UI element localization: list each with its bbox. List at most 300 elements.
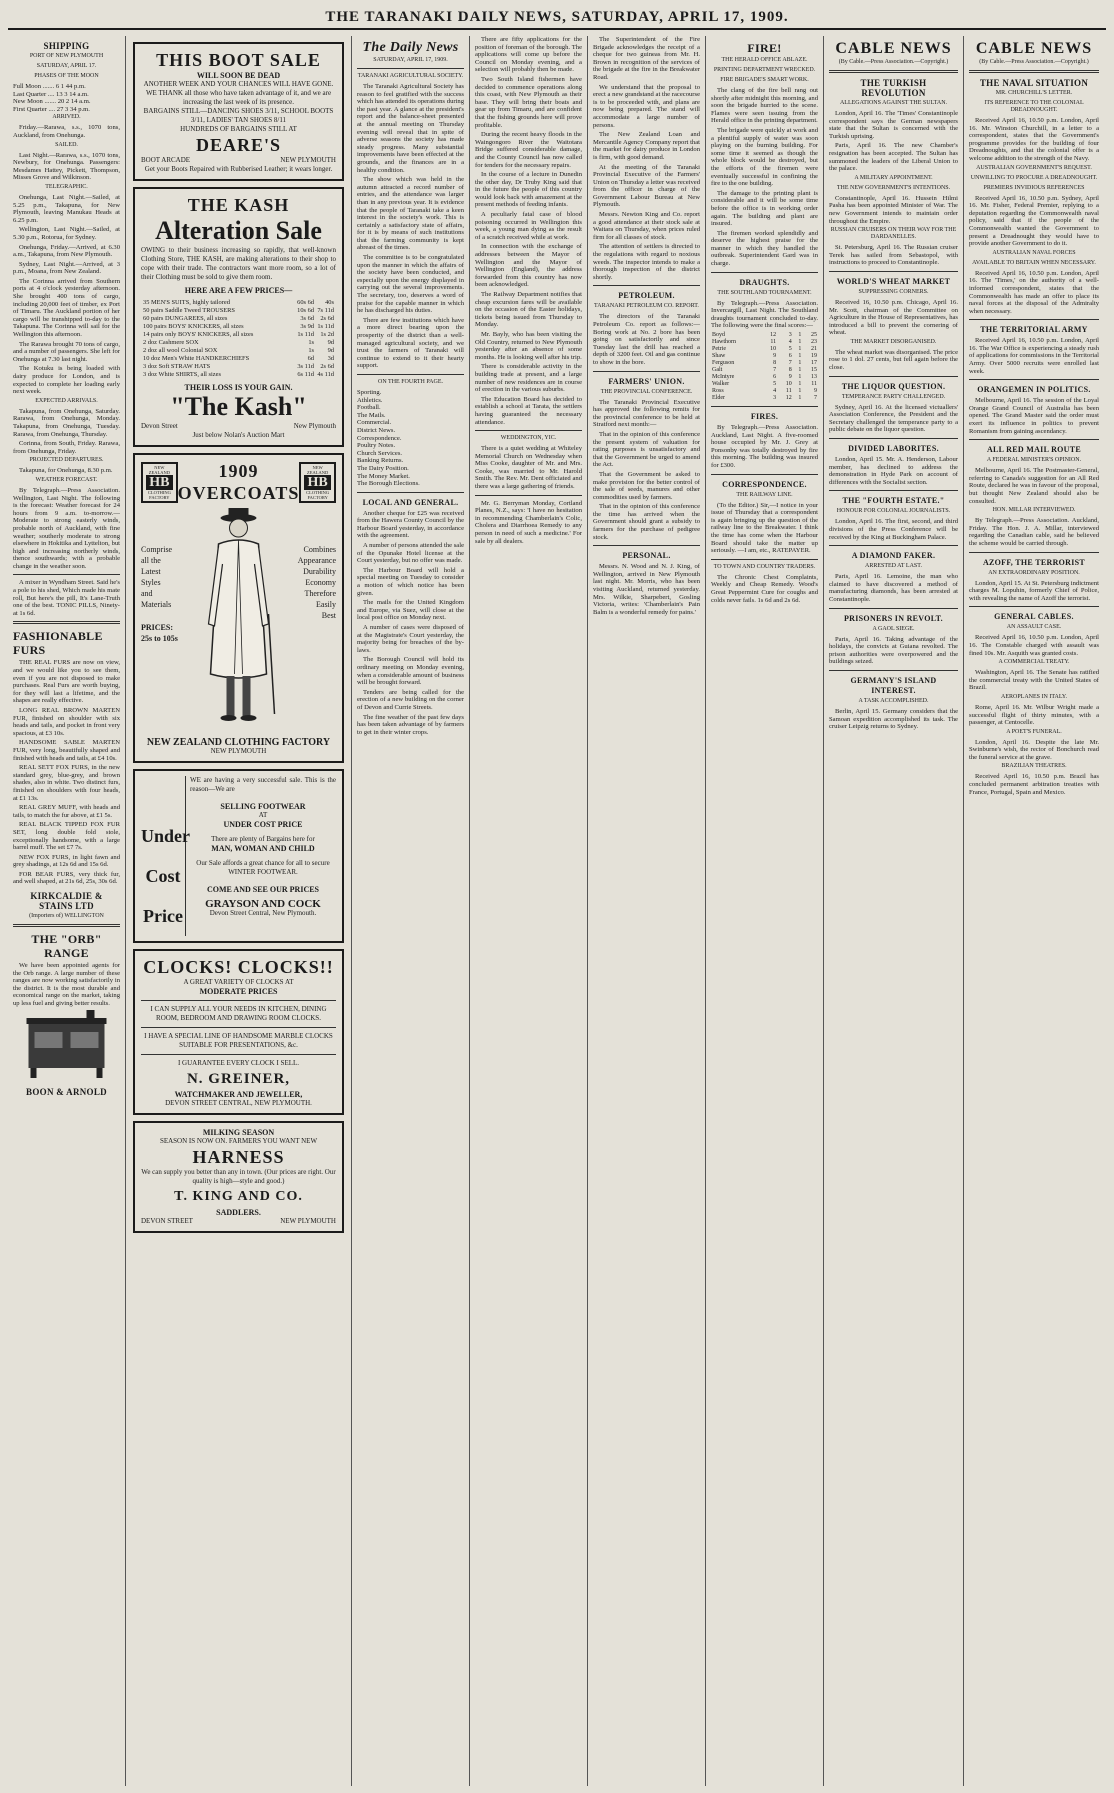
germany-text: Berlin, April 15. Germany considers that the Samoan expedition accomplished its task. The cruiser Leipzig returns to Sydney. — [829, 707, 958, 731]
under-cost-advert — [133, 769, 344, 943]
general-cables-heading: GENERAL CABLES. — [994, 612, 1074, 622]
farmers-subheading: THE PROVINCIAL CONFERENCE. — [600, 388, 693, 395]
fire-subheading: THE HERALD OFFICE ABLAZE. — [721, 57, 808, 63]
kash-addr-sub: Just below Nolan's Auction Mart — [192, 431, 285, 439]
interview-heading: HON. MILLAR INTERVIEWED. — [992, 507, 1076, 514]
boot-sale-address — [141, 156, 336, 165]
boot-sale-title: THIS BOOT SALE — [156, 50, 321, 70]
correspondence-text: (To the Editor.) Sir,—I notice in your issue of Thursday that a correspondent is again bringing up the question of the railway line to the Breakwater. I think the time has come when the Harbour Board should take the matter up seriously. —I am, etc., RATEPAYER. — [711, 501, 818, 555]
fourth-page-item: The Mails. — [357, 411, 386, 419]
divider — [475, 430, 582, 431]
divider — [829, 545, 958, 546]
local-para: A peculiarly fatal case of blood poisoning occurred in Wellington this week, a young man dying as the result of a scratch received while at work. — [475, 211, 582, 241]
divider — [711, 272, 818, 273]
germany-subheading: A TASK ACCOMPLISHED. — [858, 697, 929, 704]
divider — [357, 68, 464, 69]
divider — [829, 490, 958, 491]
shipping-subheading: PORT OF NEW PLYMOUTH — [29, 53, 104, 59]
farmers-para: The Taranaki Provincial Executive has approved the following remits for the provincial conference to be held at Stratford next month:— — [593, 398, 700, 429]
price-row: 14 pairs only BOYS' KNICKERS, all sizes 1s 11d 1s 2d — [143, 331, 334, 338]
milking-trade: SADDLERS. — [216, 1208, 261, 1217]
farmers-para: That in the opinion of this conference the present system of valuation for rating purposes is unsatisfactory and that the Government be urged to amend the Act. — [593, 430, 700, 469]
naval-subheading: MR. CHURCHILL'S LETTER. — [995, 90, 1073, 96]
table-row: Boyd 12 3 1 25 — [712, 332, 817, 339]
fourth-estate-text: London, April 16. The first, second, and third divisions of the Press Conference will be received by the King at Buckingham Palace. — [829, 518, 958, 541]
overcoats-title: OVERCOATS — [177, 483, 300, 503]
overcoats-year: 1909 — [218, 461, 259, 481]
overcoats-left-text: Comprise all the Latest Styles and Materials PRICES: 25s to 105s — [141, 545, 178, 643]
price-row: 3 doz Soft STRAW HATS 3s 11d 2s 6d — [143, 363, 334, 370]
divider — [829, 608, 958, 609]
fires-text: By Telegraph.—Press Association. Auckland, Last Night. A five-roomed house occupied by Mr. J. Grey at Ponsonby was totally destroyed by fire this morning. The building was insured for £300. — [711, 424, 818, 469]
treaty-text: Washington, April 16. The Senate has ratified the commercial treaty with the United States of Brazil. — [969, 669, 1099, 692]
divider — [13, 924, 120, 927]
divided-text: London, April 15. Mr. A. Henderson, Labour member, has declined to address the demonstration in Hyde Park on account of differences with the Socialist section. — [829, 456, 958, 486]
column-cable-news-2 — [964, 36, 1104, 1786]
divider — [13, 621, 120, 624]
fire-para: The damage to the printing plant is considerable and it will be some time before the office is in working order again. The building and plant are insured. — [711, 189, 818, 228]
table-row: Ross 4 11 1 9 — [712, 388, 817, 395]
divider — [829, 376, 958, 377]
local-para: Two South Island fishermen have decided to commence operations along this coast, with New Plymouth as their base. They will bring their boats and gear up from Timaru, and are confident that the fishing grounds here will prove profitable. — [475, 75, 582, 129]
farmers-para: That the Government be asked to make provision for the better control of the sale of seeds, manures and other commodities used by farmers. — [593, 470, 700, 501]
boot-sale-addr-right: NEW PLYMOUTH — [280, 156, 336, 164]
personal-heading: PERSONAL. — [622, 551, 671, 561]
orangemen-heading: ORANGEMEN IN POLITICS. — [977, 385, 1091, 395]
divider — [475, 495, 582, 496]
under-cost-text: WE are having a very successful sale. This is the reason—We are SELLING FOOTWEAR AT UNDER COST PRICE There are plenty of Bargains here for MAN, WOMAN AND CHILD Our Sale affords a great chance for all to secure WINTER FOOTWEAR. COME AND SEE OUR PRICES GRAYSON AND COCK Devon Street Central, New Plymouth. — [190, 776, 336, 917]
prisoners-heading: PRISONERS IN REVOLT. — [844, 613, 943, 623]
clocks-name: N. GREINER, — [186, 1071, 291, 1087]
cable-news-sub: (By Cable.—Press Association.—Copyright.) — [838, 59, 949, 65]
milking-address: DEVON STREET NEW PLYMOUTH — [141, 1217, 336, 1225]
telegraphic-heading: TELEGRAPHIC. — [45, 183, 88, 190]
naval-subheading: ITS REFERENCE TO THE COLONIAL DREADNOUGHT. — [984, 100, 1084, 113]
editorial-date: SATURDAY, APRIL 17, 1909. — [373, 57, 448, 63]
boot-sale-subtitle: WILL SOON BE DEAD — [196, 71, 281, 80]
aust-subheading: UNWILLING TO PROCURE A DREADNOUGHT. — [970, 174, 1098, 181]
shipping-date: SATURDAY, APRIL 17. — [36, 63, 97, 69]
general-para: The New Zealand Loan and Mercantile Agency Company report that the market for dairy produce in London is firm, with good demand. — [593, 131, 700, 161]
correspondence-subheading: THE RAILWAY LINE. — [736, 491, 793, 498]
divider — [593, 371, 700, 372]
draughts-intro: By Telegraph.—Press Association. Invercargill, Last Night. The Southland draughts tournament concluded to-day. The following were the final scores:— — [711, 299, 818, 330]
moon-line: First Quarter .... 27 3 34 p.m. — [13, 105, 90, 113]
moon-line: Full Moon ....... 6 1 44 p.m. — [13, 83, 86, 90]
furs-para: NEW FOX FURS, in light fawn and grey shadings, at 12s 6d and 15s 6d. — [13, 853, 120, 869]
divider — [829, 438, 958, 439]
aust-text: Received April 16, 10.50 p.m. Sydney, April 16. Mr. Fisher, Federal Premier, replying to a deputation regarding the Commonwealth naval policy, said that if the people of the Commonwealth wanted the Government to present a Dreadnought they would have to provide another Government to do it. — [969, 194, 1099, 248]
furs-para: HANDSOME SABLE MARTEN FUR, very long, beautifully shaped and finished with heads and tails, at £4 10s. — [13, 739, 120, 762]
arrived-text: Friday.—Rarawa, s.s., 1070 tons, Auckland, from Onehunga. — [13, 124, 120, 139]
projected-heading: PROJECTED DEPARTURES. — [29, 457, 104, 464]
society-heading: TARANAKI AGRICULTURAL SOCIETY. — [357, 73, 464, 79]
divider — [969, 606, 1099, 607]
masthead: THE TARANAKI DAILY NEWS, SATURDAY, APRIL 17, 1909. — [8, 6, 1106, 30]
clocks-line: I GUARANTEE EVERY CLOCK I SELL. — [177, 1059, 300, 1067]
correspondence-heading: CORRESPONDENCE. — [722, 479, 807, 489]
available-heading: AUSTRALIAN NAVAL FORCES — [992, 249, 1076, 256]
fourth-page-item: Poultry Notes. — [357, 442, 396, 450]
naval-heading: THE NAVAL SITUATION — [979, 78, 1089, 88]
price-row: 100 pairs BOYS' KNICKERS, all sizes 3s 9d 1s 11d — [143, 323, 334, 330]
general-para: The attention of settlers is directed to the regulations with regard to noxious weeds. The inspector intends to make a thorough inspection of the district shortly. — [593, 243, 700, 281]
furs-para: FOR BEAR FURS, very thick fur, and well shaped, at 21s 6d, 25s, 30s 6d. — [13, 870, 120, 886]
funeral-heading: A POET'S FUNERAL. — [1006, 728, 1062, 735]
expected-heading: EXPECTED ARRIVALS. — [35, 397, 98, 404]
divider — [357, 492, 464, 493]
local-para: In the course of a lecture in Dunedin the other day, Dr Truby King said that in the future the people of this country would look back with amazement at the present methods of feeding infants. — [475, 171, 582, 209]
divider — [969, 379, 1099, 380]
fire-subheading: PRINTING DEPARTMENT WRECKED. — [713, 67, 816, 73]
russia-heading: RUSSIAN CRUISERS ON THEIR WAY FOR THE DARDANELLES. — [830, 227, 957, 241]
aust-subheading: PREMIERS INVIDIOUS REFERENCES — [983, 184, 1085, 191]
general-para: At the meeting of the Taranaki Provincial Executive of the Farmers' Union on Thursday a letter was received from the officer in charge of the Government Labour Bureau at New Plymouth. — [593, 163, 700, 209]
prisoners-subheading: A GAOL SIEGE. — [872, 625, 915, 632]
divider — [357, 374, 464, 375]
wheat-heading: WORLD'S WHEAT MARKET — [836, 276, 951, 286]
local-para: A number of persons attended the sale of the Opunake Hotel license at the Court yesterday, but no offer was made. — [357, 542, 464, 565]
available-text: Received April 16, 10.50 p.m. London, April 16. The 'Times,' on the authority of a well-informed correspondent, states that the Commonwealth has made an offer to place its naval forces at the disposal of the Admiralty when necessary. — [969, 269, 1099, 315]
local-para: Another cheque for £25 was received from the Hawera County Council by the Harbour Board yesterday, in accordance with the agreement. — [357, 509, 464, 540]
kash-name: "The Kash" — [170, 392, 307, 421]
general-para: The Superintendent of the Fire Brigade acknowledges the receipt of a cheque for two guineas from Mr. H. Brown in recognition of the services of the brigade at the fire in the Breakwater Road. — [593, 36, 700, 81]
local-para: There are fifty applications for the position of foreman of the borough. The applications will come up before the Council on Monday evening, and a selection will probably then be made. — [475, 36, 582, 74]
military-subheading: THE NEW GOVERNMENT'S INTENTIONS. — [836, 184, 951, 191]
kash-prices-heading: HERE ARE A FEW PRICES— — [184, 286, 293, 295]
red-mail-text: Melbourne, April 16. The Postmaster-General, referring to Canada's suggestion for an All Red Route, declared he was in favour of the proposal, but thought New Zealand should also be consulted. — [969, 467, 1099, 505]
fourth-page-item: The Dairy Position. — [357, 464, 409, 472]
kash-price-list — [143, 299, 334, 379]
price-row: 35 MEN'S SUITS, highly tailored 60s 6d 40s — [143, 299, 334, 306]
column-adverts — [126, 36, 352, 1786]
turkish-para: Paris, April 16. The new Chamber's resignation has been accepted. The Sultan has summoned the leaders of the Liberal Union to the palace. — [829, 142, 958, 173]
fourth-page-item: District News. — [357, 426, 396, 434]
nameplate: The Daily News — [362, 40, 459, 55]
fourth-page-item: Commercial. — [357, 419, 392, 427]
turkish-heading: THE TURKISH REVOLUTION — [860, 78, 927, 98]
telegraphic-para: Wellington, Last Night.—Sailed, at 5.30 p.m., Rotorua, for Sydney. — [13, 226, 120, 241]
sailed-heading: SAILED. — [55, 141, 78, 148]
liquor-text: Sydney, April 16. At the licensed victuallers' Association Conference, the President and the Secretary challenged the temperance party to a public debate on the liquor question. — [829, 403, 958, 434]
divider — [711, 559, 818, 560]
diamond-heading: A DIAMOND FAKER. — [851, 551, 936, 561]
boot-sale-advert — [133, 42, 344, 181]
telegraphic-para: The Rarawa brought 70 tons of cargo, and a number of passengers. She left for Onehunga at 7.30 last night. — [13, 340, 120, 363]
turkish-para: London, April 16. The 'Times' Constantinople correspondent says the German newspapers state that the Sultan is concerned with the Turkish uprising. — [829, 110, 958, 140]
local-para: The Railway Department notifies that cheap excursion fares will be available on the occasion of the Easter holidays, tickets being issued from Thursday to Monday. — [475, 291, 582, 329]
range-text: We have been appointed agents for the Orb range. A large number of these ranges are now working satisfactorily in the district. It is the most durable and economical range on the market, taking up less fuel and giving better results. — [13, 962, 120, 1008]
kirkcaldie-name: KIRKCALDIE & STAINS LTD — [30, 891, 103, 912]
clocks-line: I HAVE A SPECIAL LINE OF HANDSOME MARBLE CLOCKS SUITABLE FOR PRESENTATIONS, &c. — [144, 1032, 333, 1049]
overcoats-right-text: Combines Appearance Durability Economy Therefore Easily Best — [297, 545, 336, 620]
moon-heading: PHASES OF THE MOON — [34, 73, 99, 79]
kash-address — [141, 422, 336, 431]
kash-advert — [133, 187, 344, 447]
fire-heading: FIRE! — [747, 41, 782, 55]
general-cables-text: Received April 16, 10.50 p.m. London, April 16. The Constable charged with assault was fined 10s. Mr. Asquith was granted costs. — [969, 634, 1099, 657]
azoff-heading: AZOFF, THE TERRORIST — [982, 557, 1086, 567]
divider — [969, 70, 1099, 73]
overcoats-advert — [133, 453, 344, 763]
local-para: The Education Board has decided to establish a school at Tarata, the settlers having guaranteed the necessary attendance. — [475, 395, 582, 426]
divider — [829, 670, 958, 671]
divider — [969, 439, 1099, 440]
clocks-sub: A GREAT VARIETY OF CLOCKS AT — [183, 978, 294, 986]
general-para: Messrs. Newton King and Co. report a good attendance at their stock sale at Waitara on Thursday, when prices ruled firm for all classes of stock. — [593, 211, 700, 241]
telegraphic-para: Onehunga, Last Night.—Sailed, at 5.25 p.m., Takapuna, for New Plymouth, leaving Manukau Heads at 6.25 p.m. — [13, 193, 120, 224]
boot-sale-line: ANOTHER WEEK AND YOUR CHANCES WILL HAVE GONE. — [143, 80, 334, 88]
divider — [829, 70, 958, 73]
shipping-heading: SHIPPING — [43, 41, 90, 51]
funeral-text: London, April 16. Despite the late Mr. Swinburne's wish, the rector of Bonchurch read the funeral service at the grave. — [969, 738, 1099, 761]
territorial-heading: THE TERRITORIAL ARMY — [980, 325, 1088, 335]
under-cost-body — [141, 776, 336, 936]
fourth-estate-subheading: HONOUR FOR COLONIAL JOURNALISTS. — [836, 508, 951, 515]
local-para: A number of cases were disposed of at the Magistrate's Court yesterday, the majority being for breaches of the by-laws. — [357, 624, 464, 654]
local-para: The mails for the United Kingdom and Europe, via Suez, will close at the local post office on Monday next. — [357, 599, 464, 622]
farmers-heading: FARMERS' UNION. — [608, 376, 685, 386]
fourth-page-item: The Borough Elections. — [357, 480, 420, 488]
cable-news-heading: CABLE NEWS — [975, 40, 1093, 57]
fourth-page-item: Correspondence. — [357, 434, 402, 442]
milking-firm: T. KING AND CO. — [174, 1189, 303, 1204]
range-stove-illustration — [13, 1010, 120, 1080]
local-para: Mr. Bayly, who has been visiting the Old Country, returned to New Plymouth yesterday after an absence of some months. He is looking well after his trip. — [475, 330, 582, 361]
boot-sale-addr-left: BOOT ARCADE — [141, 156, 191, 164]
column-cable-news — [824, 36, 964, 1786]
traders-heading: TO TOWN AND COUNTRY TRADERS. — [713, 563, 816, 570]
traders-text: The Chronic Chest Complaints, Weekly and Cheap Remedy. Wood's Great Peppermint Cure for coughs and colds never fails. 1s 6d and 2s 6d. — [711, 573, 818, 604]
local-para: The Harbour Board will hold a special meeting on Tuesday to consider a motion of which notice has been given. — [357, 566, 464, 597]
furs-para: LONG REAL BROWN MARTEN FUR, finished on shoulder with six heads and tails, and pocket in front very spacious, at £3 10s. — [13, 707, 120, 737]
kash-title-sale: Alteration Sale — [155, 216, 322, 245]
fourth-page-item: Football. — [357, 404, 381, 412]
furs-para: REAL SETT FOX FURS, in the new standard grey, blue-grey, and brown shades, also in white. Two distinct furs, finished on shoulders with four heads, at £1 13s. — [13, 764, 120, 802]
columns — [8, 36, 1106, 1786]
editorial-para: There are few institutions which have a more direct bearing upon the prosperity of the district than a well-managed agricultural society, and we trust the farmers of Taranaki will continue to extend to it their hearty support. — [357, 316, 464, 370]
table-row: Hawthorn 11 4 1 23 — [712, 339, 817, 346]
military-heading: A MILITARY APPOINTMENT. — [854, 174, 933, 181]
clocks-advert — [133, 949, 344, 1115]
price-row: 2 doz all wool Colonial SOX 1s 9d — [143, 347, 334, 354]
divider — [593, 545, 700, 546]
furs-heading: FASHIONABLE FURS — [13, 629, 103, 658]
military-text: Constantinople, April 16. Hussein Hilmi Pasha has been appointed Minister of War. The new Government intends to maintain order throughout the Empire. — [829, 194, 958, 225]
divider — [141, 1000, 336, 1001]
price-row: 60 pairs DUNGAREES, all sizes 3s 6d 2s 6d — [143, 315, 334, 322]
divider — [593, 285, 700, 286]
prisoners-text: Paris, April 16. Taking advantage of the holidays, the convicts at Guiana revolted. The prison authorities were overpowered and the buildings seized. — [829, 635, 958, 666]
furs-para: REAL BLACK TIPPED FOX FUR SET, long double fold stole, exceptionally handsome, with a large barrel muff. The set £7 7s. — [13, 821, 120, 852]
column-local-continued — [470, 36, 588, 1786]
editorial-para: The committee is to be congratulated upon the manner in which the affairs of the society have been conducted, and especially upon the energy displayed in carrying out the several improvements. The secretary, too, deserves a word of praise for the capable manner in which he has discharged his duties. — [357, 254, 464, 315]
divider — [141, 1027, 336, 1028]
fourth-page-item: Athletics. — [357, 396, 383, 404]
kirkcaldie-sub: (Importers of) WELLINGTON — [29, 913, 104, 920]
clocks-address: DEVON STREET CENTRAL, NEW PLYMOUTH. — [165, 1099, 312, 1107]
diamond-text: Paris, April 16. Lemoine, the man who claimed to have discovered a method of manufacturing diamonds, has been arrested at Constantinople. — [829, 573, 958, 603]
arrived-heading: ARRIVED. — [52, 114, 81, 121]
boot-sale-line: HUNDREDS OF BARGAINS STILL AT — [180, 125, 297, 133]
cable-news-heading: CABLE NEWS — [835, 40, 952, 57]
divider — [969, 319, 1099, 320]
market-text: The wheat market was disorganised. The price rose to 1 dol. 27 cents, but fell again before the close. — [829, 348, 958, 372]
brazil-text: Received April 16, 10.50 p.m. Brazil has concluded permanent arbitration treaties with France, Portugal, Spain and Mexico. — [969, 773, 1099, 796]
telegraphic-para: The Kotuku is being loaded with dairy produce for London, and is expected to complete her loading early next week. — [13, 365, 120, 396]
fourth-estate-heading: THE "FOURTH ESTATE." — [842, 496, 945, 506]
fourth-page-item: Sporting. — [357, 388, 382, 396]
table-row: Elder 3 12 1 7 — [712, 395, 817, 402]
column-fire — [706, 36, 824, 1786]
telegraphic-para: Onehunga, Friday.—Arrived, at 6.30 a.m., Takapuna, from New Plymouth. — [13, 243, 120, 259]
turkish-subheading: ALLEGATIONS AGAINST THE SULTAN. — [839, 100, 948, 106]
milking-harness: HARNESS — [192, 1147, 285, 1167]
boot-sale-line: BARGAINS STILL—DANCING SHOES 3/11, SCHOOL BOOTS 3/11, LADIES' TAN SHOES 8/11 — [143, 107, 334, 124]
divided-heading: DIVIDED LABORITES. — [848, 444, 939, 454]
boot-sale-line: Get your Boots Repaired with Rubberised Leather; it wears longer. — [144, 165, 333, 173]
cable-news-sub: (By Cable.—Press Association.—Copyright.) — [979, 59, 1089, 65]
furs-para: THE REAL FURS are now on view, and we would like you to see them, even if you are not disposed to make purchases. Real Furs are worth buying, for they will last a lifetime, and the shapes are really effective. — [13, 659, 120, 705]
petroleum-heading: PETROLEUM. — [618, 291, 675, 301]
territorial-text: Received April 16, 10.50 p.m. London, April 16. The War Office is experiencing a steady rush of applications for commissions in the Territorial Army. Over 5000 recruits were enrolled last week. — [969, 337, 1099, 375]
fires-heading: FIRES. — [750, 412, 779, 422]
table-row: Ferguson 8 7 1 17 — [712, 360, 817, 367]
draughts-table — [711, 332, 818, 402]
local-para: There is considerable activity in the building trade at present, and a large number of new residences are in course of erection in the various suburbs. — [475, 363, 582, 394]
hb-badge-left: NEW ZEALAND HB CLOTHING FACTORY — [141, 462, 178, 503]
kash-addr-left: Devon Street — [141, 422, 178, 430]
wheat-subheading: SUPPRESSING CORNERS. — [858, 288, 929, 295]
hb-badge-right: NEW ZEALAND HB CLOTHING FACTORY — [299, 462, 336, 503]
moon-line: New Moon ....... 20 2 14 a.m. — [13, 98, 91, 106]
local-para: The Borough Council will hold its ordinary meeting on Monday evening, when a considerable amount of business will be brought forward. — [357, 656, 464, 687]
small-advert: A mixer in Wyndham Street. Said he's a pole to his shed, Which made his mate roll, But here's the pill, It's Lane-Truth one of the best. TONIC PILLS, Ninety-at 1s 6d. — [13, 579, 120, 617]
local-para: During the recent heavy floods in the Waingongoro River the Waitotara Bridge suffered considerable damage, and the County Council has now called for tenders for the necessary repairs. — [475, 131, 582, 169]
table-row: Walker 5 10 1 11 — [712, 381, 817, 388]
draughts-subheading: THE SOUTHLAND TOURNAMENT. — [717, 289, 812, 296]
weather-heading: WEATHER FORECAST. — [35, 476, 98, 483]
russia-text: St. Petersburg, April 16. The Russian cruiser Terek has sailed from Sebastopol, with instructions to proceed to Constantinople. — [829, 244, 958, 267]
divider — [711, 406, 818, 407]
wheat-text: Received 16, 10.50 p.m. Chicago, April 16. Mr. Scott, chairman of the Committee on Agriculture in the House of Representatives, has introduced a bill to prevent the cornering of wheat. — [829, 298, 958, 337]
boot-sale-line: WE THANK all those who have taken advantage of it, and we are increasing the last week of its presence. — [145, 89, 332, 106]
red-mail-heading: ALL RED MAIL ROUTE — [986, 445, 1082, 455]
general-cables-subheading: AN ASSAULT CASE. — [1006, 624, 1062, 631]
fourth-page-heading: ON THE FOURTH PAGE. — [378, 378, 443, 385]
projected-text: Takapuna, for Onehunga, 8.30 p.m. — [19, 467, 113, 475]
azoff-subheading: AN EXTRAORDINARY POSITION. — [988, 569, 1080, 576]
table-row: Shaw 9 6 1 19 — [712, 353, 817, 360]
editorial-para: The show which was held in the autumn attracted a record number of entries, and the attendance was larger than in any previous year. It is evidence that the people of Taranaki take a keen interest in the society's work. This is certainly a satisfactory state of affairs, for it is by means of such institutions that the farming community is kept abreast of the times. — [357, 176, 464, 252]
furs-para: REAL GREY MUFF, with heads and tails, to match the fur above, at £1 5s. — [13, 804, 120, 819]
telegraphic-para: Sydney, Last Night.—Arrived, at 3 p.m., Moana, from New Zealand. — [13, 260, 120, 276]
fire-para: The brigade were quickly at work and a plentiful supply of water was soon playing on the burning building. For some time it seemed as though the whole block would be destroyed, but the efforts of the firemen were eventually successful in confining the fire to the one building. — [711, 126, 818, 188]
divider — [141, 1054, 336, 1055]
brazil-heading: BRAZILIAN THEATRES. — [1001, 763, 1067, 770]
milking-line: SEASON IS NOW ON. FARMERS YOU WANT NEW — [159, 1137, 318, 1145]
clocks-moderate: MODERATE PRICES — [199, 987, 278, 996]
overcoats-factory: NEW ZEALAND CLOTHING FACTORY — [146, 737, 331, 748]
fire-para: The clang of the fire bell rang out shortly after midnight this morning, and soon the brigade hurried to the scene. Flames were seen issuing from the Herald office in the printing department. — [711, 87, 818, 125]
clocks-trade: WATCHMAKER AND JEWELLER, — [174, 1090, 303, 1099]
orangemen-text: Melbourne, April 16. The session of the Loyal Orange Grand Council of Australia has been opened. The Grand Master said the order must exert its influence in politics to prevent Romanism from gaining ascendancy. — [969, 397, 1099, 435]
milking-title: MILKING SEASON — [202, 1128, 275, 1137]
overcoats-town: NEW PLYMOUTH — [210, 747, 267, 755]
aust-heading: AUSTRALIAN GOVERNMENT'S REQUEST. — [976, 164, 1092, 171]
diamond-subheading: ARRESTED AT LAST. — [865, 563, 922, 570]
kash-addr-right: New Plymouth — [293, 422, 336, 430]
germany-heading: GERMANY'S ISLAND INTEREST. — [850, 675, 937, 695]
naval-text: Received April 16, 10.50 p.m. London, April 16. Mr. Winston Churchill, in a letter to a correspondent, states that the Government's programme provides for the building of four Dreadnoughts, and that the colonial offer is a welcome addition to the strength of the Navy. — [969, 117, 1099, 162]
price-row: 3 doz White SHIRTS, all sizes 6s 11d 4s 11d — [143, 371, 334, 378]
table-row: McIntyre 6 9 1 13 — [712, 374, 817, 381]
draughts-heading: DRAUGHTS. — [739, 277, 790, 287]
price-row: 50 pairs Saddle Tweed TROUSERS 10s 6d 7s 11d — [143, 307, 334, 314]
red-mail-subheading: A FEDERAL MINISTER'S OPINION. — [986, 457, 1082, 464]
liquor-subheading: TEMPERANCE PARTY CHALLENGED. — [841, 393, 946, 400]
kash-intro: OWING to their business increasing so rapidly, that well-known Clothing Store, THE KASH, are making alterations to their shop to cope with their trade. The contractors want more room, so a lot of their Clothing must be sold to give them room. — [141, 246, 336, 281]
sailed-text: Last Night.—Rarawa, s.s., 1070 tons, Newbury, for Onehunga. Passengers: Mesdames Hattey, Pickett, Thompson, Misses Grove and Wilkinson. — [13, 151, 120, 182]
expected-para: Takapuna, from Onehunga, Saturday. Rarawa, from Onehunga, Monday. Takapuna, from Onehunga, Tuesday. Rarawa, from Onehunga, Thursday. — [13, 407, 120, 438]
clocks-line: I CAN SUPPLY ALL YOUR NEEDS IN KITCHEN, DINING ROOM, BEDROOM AND DRAWING ROOM CLOCKS. — [150, 1005, 327, 1022]
price-row: 10 doz Men's White HANDKERCHIEFS 6d 3d — [143, 355, 334, 362]
boot-sale-shop: DEARE'S — [195, 135, 282, 155]
interview-text: By Telegraph.—Press Association. Auckland, Friday. The Hon. J. A. Millar, interviewed regarding the Canadian cable, said he believed the scheme would be carried through. — [969, 517, 1099, 547]
available-subheading: AVAILABLE TO BRITAIN WHEN NECESSARY. — [972, 259, 1096, 266]
overcoats-body — [141, 504, 336, 734]
fourth-page-item: The Money Market. — [357, 472, 410, 480]
divider — [13, 574, 120, 575]
table-row: Galt 7 8 1 15 — [712, 367, 817, 374]
fire-subheading: FIRE BRIGADE'S SMART WORK. — [720, 77, 809, 83]
farmers-para: That in the opinion of this conference the time has arrived when the Government should grant a subsidy to farmers for the purchase of pedigree stock. — [593, 503, 700, 541]
remedy-advert: Mr. G. Berryman Monday, Cortland Planes, N.Z., says: 'I have no hesitation in recommending Chamberlain's Colic, Cholera and Diarrhoea Remedy to any person in need of such a medicine.' For sale by all dealers. — [475, 499, 582, 545]
divider — [829, 271, 958, 272]
arnold-name: BOON & ARNOLD — [26, 1087, 107, 1098]
personal-text: Messrs. N. Wood and N. J. King, of Wellington, arrived in New Plymouth last night. Mr. Morris, who has been visiting Auckland, returned yesterday. Mrs. Wilkie, Sharpebert, Gosling Victoria, writes: 'Chamberlain's Pain Balm is a wonderful remedy for pains.' — [593, 563, 700, 616]
telegraphic-para: The Corinna arrived from Southern ports at 4 o'clock yesterday afternoon. She brought 400 tons of cargo, including 20,000 feet of timber, ex Port of Timaru. The Auckland portion of her cargo will be transhipped to-day to the Takapuna. The Corinna will sail for the Wellington this afternoon. — [13, 277, 120, 339]
treaty-heading: A COMMERCIAL TREATY. — [998, 659, 1070, 666]
fourth-page-item: Banking Returns. — [357, 457, 404, 465]
local-para: Tenders are being called for the erection of a new building on the corner of Devon and Currie Streets. — [357, 688, 464, 711]
clocks-title: CLOCKS! CLOCKS!! — [143, 957, 334, 977]
kash-gain: THEIR LOSS IS YOUR GAIN. — [184, 383, 293, 392]
column-editorial — [352, 36, 470, 1786]
general-para: We understand that the proposal to erect a new grandstand at the racecourse is to be proceeded with, and plans are now being prepared. The stand will accommodate a large number of persons. — [593, 83, 700, 129]
overcoats-title-block — [178, 460, 300, 504]
local-heading: LOCAL AND GENERAL. — [362, 497, 459, 507]
petroleum-text: The directors of the Taranaki Petroleum Co. report as follows:—Boring work at No. 2 bore has been going on satisfactorily and since Tuesday last the drill has reached a depth of 3200 feet. Oil and gas continue to show in the bore. — [593, 313, 700, 366]
aeroplane-text: Rome, April 16. Mr. Wilbur Wright made a successful flight of thirty minutes, with a passenger, at Centocelle. — [969, 703, 1099, 727]
range-heading: THE "ORB" RANGE — [31, 932, 102, 961]
fire-para: The firemen worked splendidly and deserve the highest praise for the manner in which they handled the outbreak. Superintendent Gard was in charge. — [711, 229, 818, 268]
wedding-heading: WEDDINGTON, YIC. — [500, 435, 557, 442]
azoff-text: London, April 15. At St. Petersburg indictment charges M. Lopuhin, formerly Chief of Police, with revealing the name of Azoff the terrorist. — [969, 579, 1099, 602]
milking-line: We can supply you better than any in town. (Our prices are right. Our quality is high—style and good.) — [141, 1168, 336, 1185]
wedding-text: There is a quiet wedding at Whiteley Memorial Church on Wednesday when Miss Cooke, daughter of Mr. and Mrs. Cooke, was married to Mr. Harold Smith. The Rev. Mr. Dent officiated and there was a large gathering of friends. — [475, 445, 582, 491]
editorial-para: The Taranaki Agricultural Society has reason to feel gratified with the success which has attended its operations during the past year. A glance at the president's report and the balance-sheet presented at the annual meeting on Thursday evening will reveal that in spite of adverse seasons the society has made steady progress. Many substantial improvements have been effected at the grounds, and the finances are in a healthy condition. — [357, 83, 464, 174]
aeroplane-heading: AEROPLANES IN ITALY. — [1001, 693, 1067, 700]
overcoat-man-illustration — [187, 504, 290, 734]
kash-title: THE KASH — [187, 195, 290, 215]
market-heading: THE MARKET DISORGANISED. — [850, 338, 937, 345]
divider — [969, 552, 1099, 553]
column-general — [588, 36, 706, 1786]
expected-para: Corinna, from South, Friday. Rarawa, from Onehunga, Friday. — [13, 440, 120, 455]
table-row: Petrie 10 5 1 21 — [712, 346, 817, 353]
liquor-heading: THE LIQUOR QUESTION. — [841, 381, 946, 391]
